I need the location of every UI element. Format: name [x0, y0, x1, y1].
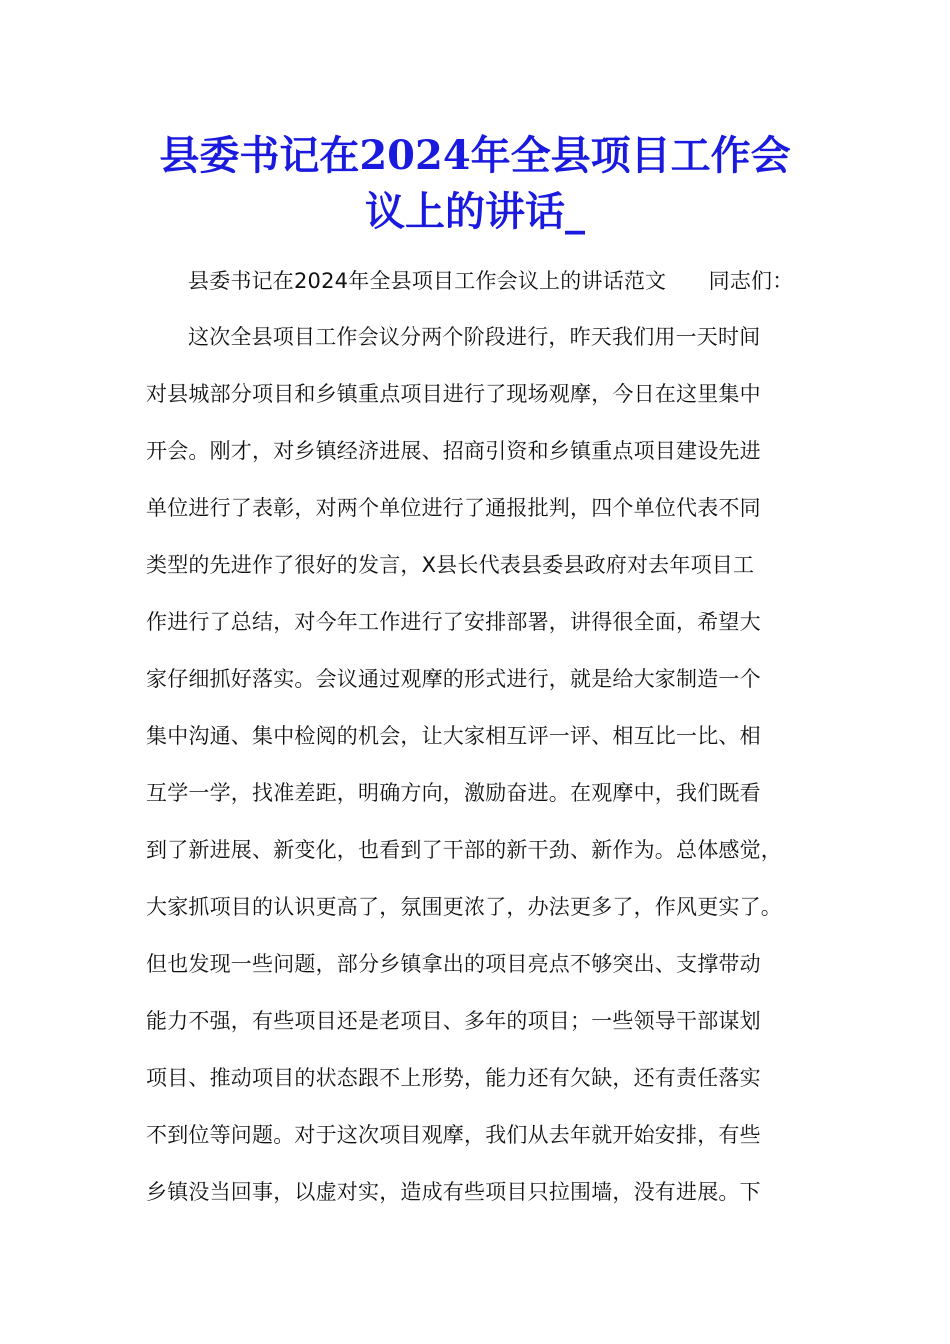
body-line: 不到位等问题。对于这次项目观摩，我们从去年就开始安排，有些 — [146, 1123, 761, 1147]
body-line: 开会。刚才，对乡镇经济进展、招商引资和乡镇重点项目建设先进 — [146, 439, 761, 463]
body-line: 互学一学，找准差距，明确方向，激励奋进。在观摩中，我们既看 — [146, 781, 761, 805]
body-line: 项目、推动项目的状态跟不上形势，能力还有欠缺，还有责任落实 — [146, 1066, 761, 1090]
document-title-line-1: 县委书记在2024年全县项目工作会 — [159, 132, 791, 179]
body-line: 类型的先进作了很好的发言，X县长代表县委县政府对去年项目工 — [146, 553, 755, 577]
body-line: 对县城部分项目和乡镇重点项目进行了现场观摩，今日在这里集中 — [146, 382, 761, 406]
body-line: 集中沟通、集中检阅的机会，让大家相互评一评、相互比一比、相 — [146, 724, 761, 748]
body-line: 这次全县项目工作会议分两个阶段进行，昨天我们用一天时间 — [188, 325, 761, 349]
body-line: 能力不强，有些项目还是老项目、多年的项目；一些领导干部谋划 — [146, 1009, 761, 1033]
body-line: 县委书记在2024年全县项目工作会议上的讲话范文 同志们： — [188, 269, 794, 293]
body-line: 但也发现一些问题，部分乡镇拿出的项目亮点不够突出、支撑带动 — [146, 952, 761, 976]
body-line: 单位进行了表彰，对两个单位进行了通报批判，四个单位代表不同 — [146, 496, 761, 520]
document-title-line-2: 议上的讲话_ — [365, 188, 585, 235]
body-line: 乡镇没当回事，以虚对实，造成有些项目只拉围墙，没有进展。下 — [146, 1180, 761, 1204]
body-line: 大家抓项目的认识更高了，氛围更浓了，办法更多了，作风更实了。 — [146, 895, 782, 919]
body-line: 家仔细抓好落实。会议通过观摩的形式进行，就是给大家制造一个 — [146, 667, 761, 691]
body-line: 到了新进展、新变化，也看到了干部的新干劲、新作为。总体感觉， — [146, 838, 782, 862]
body-line: 作进行了总结，对今年工作进行了安排部署，讲得很全面，希望大 — [146, 610, 761, 634]
